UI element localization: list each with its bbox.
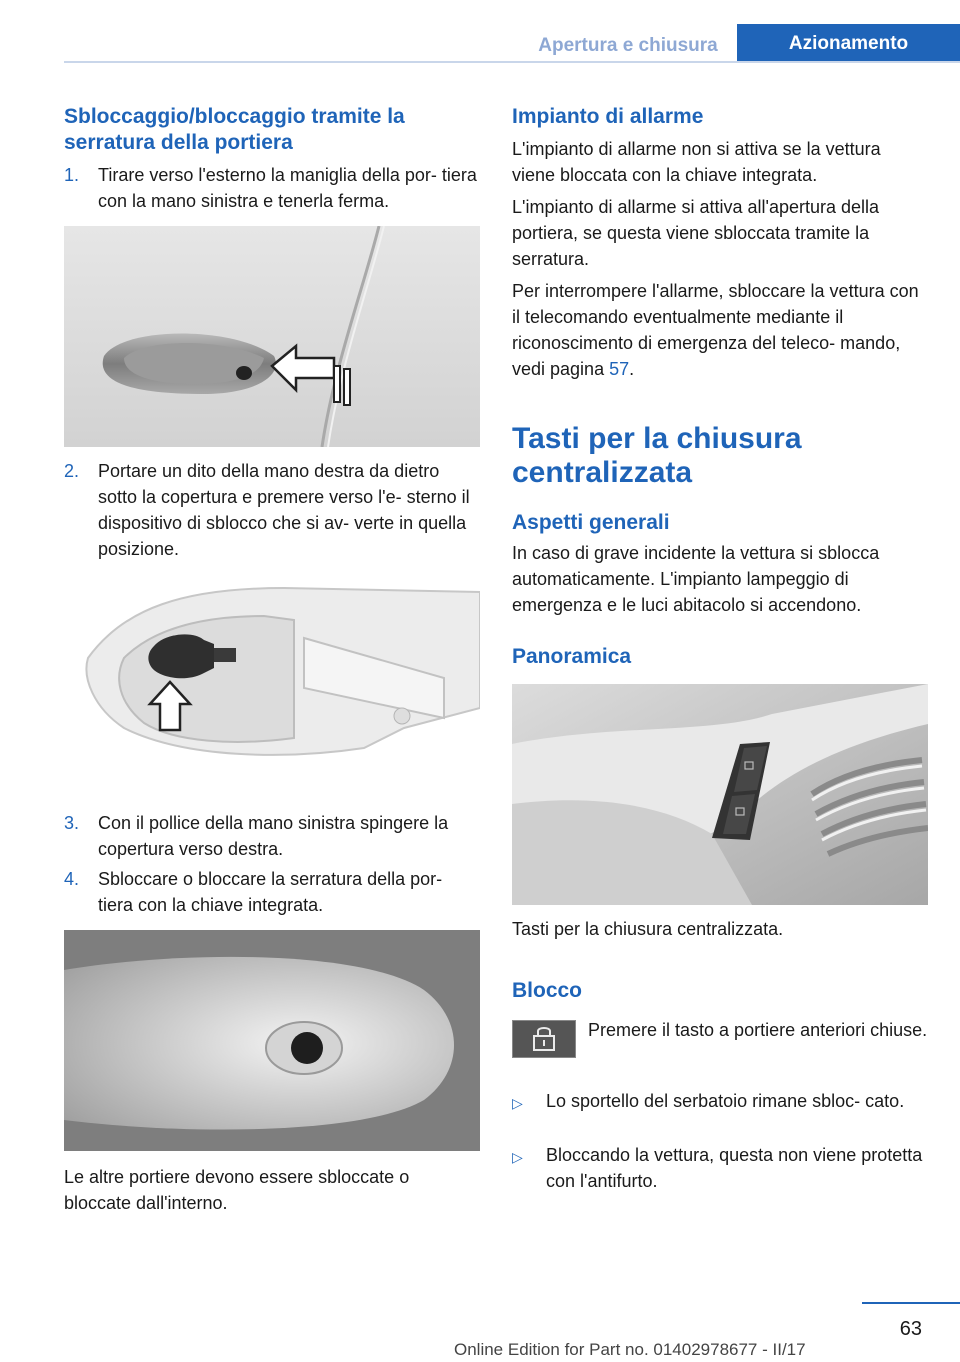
step-text: Tirare verso l'esterno la maniglia della por‐ tiera con la mano sinistra e tenerla ferma. [98,165,477,211]
block-text: Premere il tasto a portiere anteriori chiuse. [588,1020,928,1040]
step-number: 1. [64,165,80,185]
bullet-2 [512,1142,928,1194]
lock-icon [513,1021,575,1057]
page-reference-link[interactable]: 57 [609,359,630,379]
bullet-triangle-icon: ▷ [512,1149,523,1165]
step-number: 2. [64,461,80,481]
overview-caption: Tasti per la chiusura centralizzata. [512,919,784,939]
lock-button-symbol [512,1020,576,1058]
general-block [512,510,928,618]
step-1 [64,162,478,214]
step-text: Con il pollice della mano sinistra spingere la copertura verso destra. [98,813,449,859]
header-divider [64,61,960,63]
alarm-paragraph-1: L'impianto di allarme non si attiva se la vettura viene bloccata con la chiave integrata. [512,139,881,185]
block-heading-block [512,978,928,1004]
left-heading-block [64,104,478,156]
alarm-block [512,104,928,382]
alarm-paragraph-3-text: Per interrompere l'allarme, sbloccare la vettura con il telecomando eventualmente mediante il riconoscimento di emergenza del teleco‐ mando, vedi pagina [512,281,919,379]
bullet-triangle-icon: ▷ [512,1095,523,1111]
step-text: Portare un dito della mano destra da dietro sotto la copertura e premere verso l'e‐ sterno il dispositivo di sblocco che si av‐ verte in quella posizione. [98,461,470,559]
overview-caption-block [512,916,928,942]
key-lock-figure [64,930,480,1151]
alarm-heading: Impianto di allarme [512,105,704,128]
page-number: 63 [899,1318,922,1340]
step-2 [64,458,478,562]
section-heading-door-lock: Sbloccaggio/bloccaggio tramite la serratura della portiera [64,105,405,154]
step-number: 3. [64,813,80,833]
step-number: 4. [64,869,80,889]
closing-text: Le altre portiere devono essere sbloccate o bloccate dall'interno. [64,1167,410,1213]
overview-heading-block [512,644,928,670]
bullet-text: Bloccando la vettura, questa non viene protetta con l'antifurto. [546,1145,923,1191]
alarm-paragraph-3 [512,278,928,382]
alarm-paragraph-3-end: . [629,359,635,379]
main-heading-block [512,422,928,490]
main-heading: Tasti per la chiusura centralizzata [512,422,802,489]
header-tab-active: Azionamento [737,24,960,63]
step-4 [64,866,478,918]
general-paragraph: In caso di grave incidente la vettura si sblocca automaticamente. L'impianto lampeggio di emergenza e le luci abitacolo si accendono. [512,543,880,615]
edition-note: Online Edition for Part no. 01402978677 - II/17 [454,1340,806,1359]
cover-release-figure [64,578,480,800]
bullet-text: Lo sportello del serbatoio rimane sbloc‐ cato. [546,1091,905,1111]
general-heading: Aspetti generali [512,511,670,534]
step-text: Sbloccare o bloccare la serratura della por‐ tiera con la chiave integrata. [98,869,443,915]
overview-heading: Panoramica [512,645,632,668]
bullet-1 [512,1088,928,1116]
closing-note [64,1164,478,1216]
step-3 [64,810,478,862]
block-heading: Blocco [512,979,583,1002]
block-text-block [588,1017,928,1043]
central-lock-buttons-figure [512,684,928,905]
footer-divider [862,1302,960,1304]
header-section: Apertura e chiusura [538,35,718,56]
alarm-paragraph-2: L'impianto di allarme si attiva all'apertura della portiera, se questa viene sbloccata tramite la serratura. [512,197,880,269]
door-handle-figure [64,226,480,447]
